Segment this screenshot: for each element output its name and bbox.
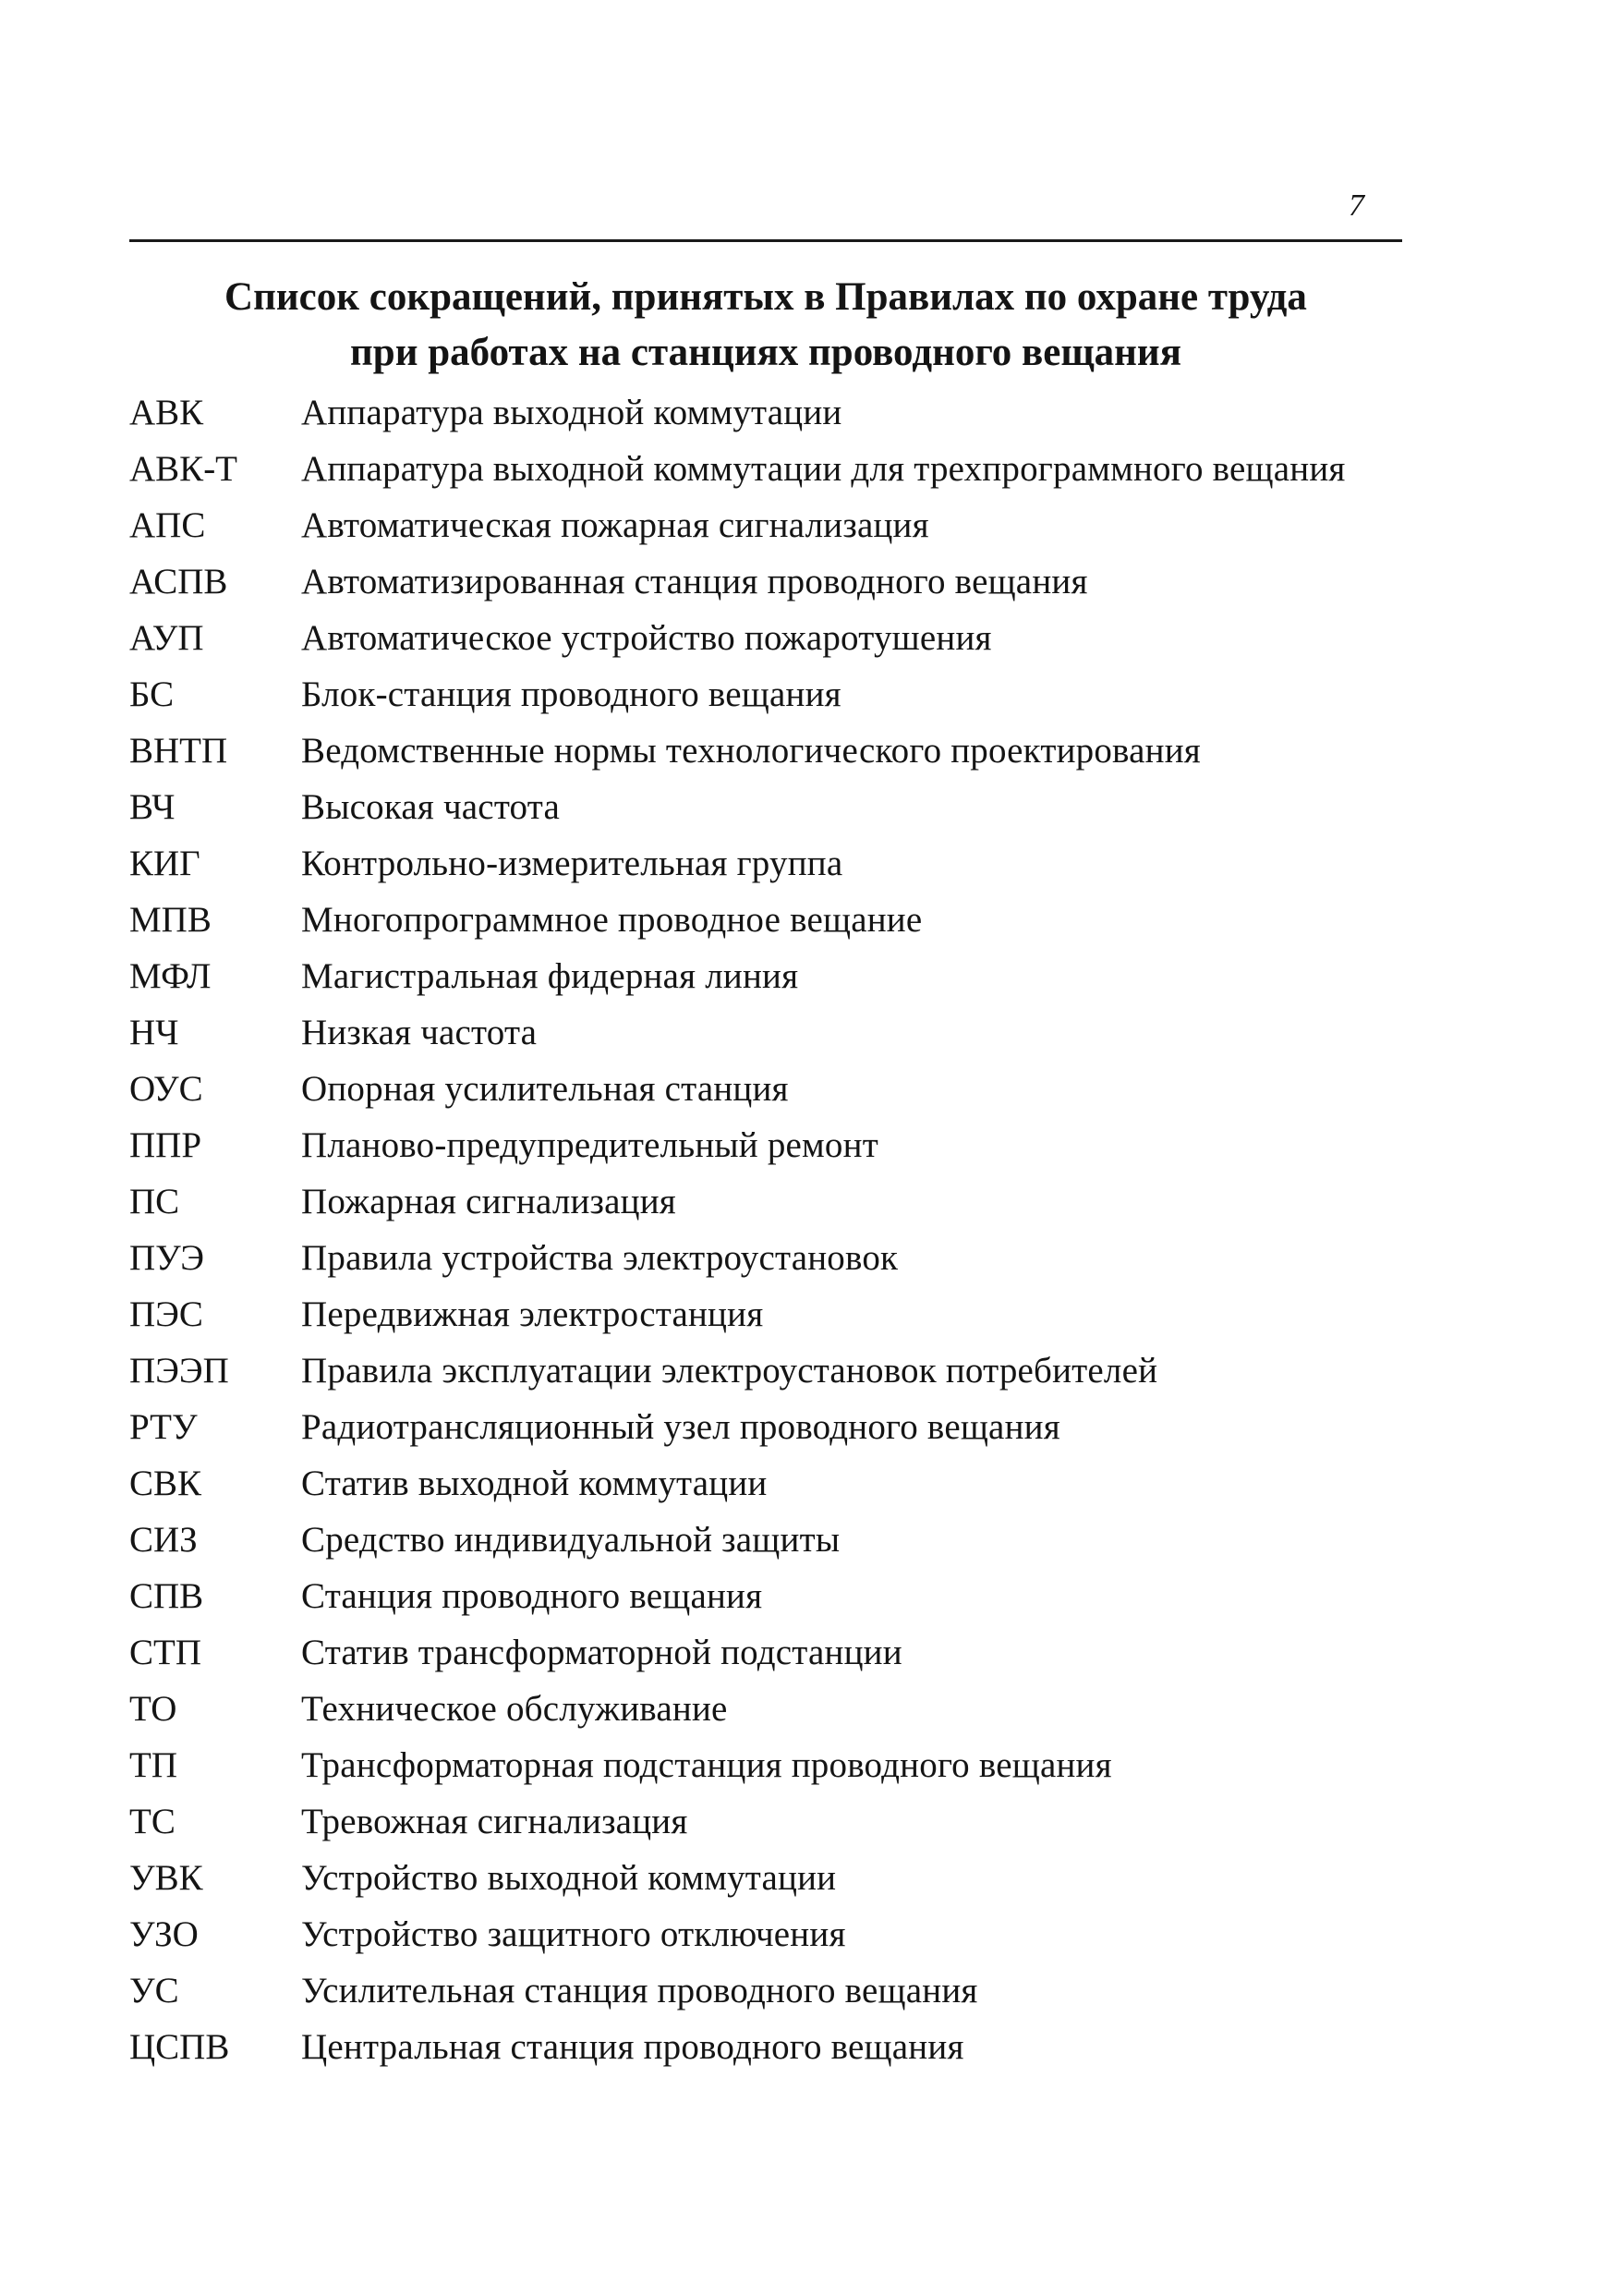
abbreviation-term: АПС	[129, 505, 206, 545]
list-item	[129, 504, 1413, 547]
abbreviation-definition: Устройство защитного отключения	[301, 1914, 846, 1954]
abbreviation-term: ТО	[129, 1689, 177, 1729]
list-item	[129, 392, 1413, 434]
abbreviation-definition: Автоматическое устройство пожаротушения	[301, 618, 992, 658]
abbreviation-list	[129, 392, 1413, 2083]
abbreviation-term: УС	[129, 1971, 179, 2011]
abbreviation-definition: Опорная усилительная станция	[301, 1069, 789, 1109]
abbreviation-definition: Аппаратура выходной коммутации для трехпрограммного вещания	[301, 449, 1346, 489]
abbreviation-definition: Средство индивидуальной защиты	[301, 1520, 841, 1560]
abbreviation-definition: Радиотрансляционный узел проводного вещания	[301, 1407, 1060, 1447]
abbreviation-term: ЦСПВ	[129, 2027, 230, 2067]
abbreviation-definition: Планово-предупредительный ремонт	[301, 1125, 878, 1165]
list-item	[129, 1519, 1413, 1561]
list-item	[129, 955, 1413, 998]
abbreviation-term: ПУЭ	[129, 1238, 205, 1278]
abbreviation-definition: Автоматизированная станция проводного вещания	[301, 562, 1088, 601]
abbreviation-term: СВК	[129, 1464, 202, 1503]
abbreviation-term: МПВ	[129, 900, 212, 940]
abbreviation-term: ВНТП	[129, 731, 228, 771]
abbreviation-term: БС	[129, 674, 175, 714]
list-item	[129, 730, 1413, 772]
abbreviation-term: ОУС	[129, 1069, 203, 1109]
abbreviation-definition: Статив трансформаторной подстанции	[301, 1633, 902, 1672]
abbreviation-definition: Многопрограммное проводное вещание	[301, 900, 923, 940]
abbreviation-definition: Высокая частота	[301, 787, 560, 827]
abbreviation-definition: Аппаратура выходной коммутации	[301, 393, 842, 432]
abbreviation-term: АВК	[129, 393, 204, 432]
title-line-1: Список сокращений, принятых в Правилах по охране труда	[224, 275, 1307, 319]
list-item	[129, 674, 1413, 716]
abbreviation-term: АУП	[129, 618, 204, 658]
list-item	[129, 1294, 1413, 1336]
list-item	[129, 899, 1413, 941]
list-item	[129, 1012, 1413, 1054]
list-item	[129, 1237, 1413, 1280]
list-item	[129, 1970, 1413, 2012]
list-item	[129, 1744, 1413, 1787]
list-item	[129, 1068, 1413, 1111]
list-item	[129, 1688, 1413, 1731]
list-item	[129, 1181, 1413, 1223]
list-item	[129, 1350, 1413, 1392]
abbreviation-term: АСПВ	[129, 562, 228, 601]
list-item	[129, 561, 1413, 603]
abbreviation-term: МФЛ	[129, 956, 212, 996]
list-item	[129, 1463, 1413, 1505]
abbreviation-definition: Техническое обслуживание	[301, 1689, 728, 1729]
abbreviation-definition: Контрольно-измерительная группа	[301, 844, 843, 883]
list-item	[129, 2026, 1413, 2069]
abbreviation-definition: Усилительная станция проводного вещания	[301, 1971, 978, 2011]
abbreviation-term: АВК-Т	[129, 449, 237, 489]
abbreviation-definition: Магистральная фидерная линия	[301, 956, 799, 996]
abbreviation-definition: Статив выходной коммутации	[301, 1464, 768, 1503]
abbreviation-term: СИЗ	[129, 1520, 198, 1560]
list-item	[129, 448, 1413, 491]
abbreviation-term: ППР	[129, 1125, 202, 1165]
page-number: 7	[1349, 188, 1364, 223]
page-title	[129, 270, 1402, 381]
abbreviation-definition: Правила устройства электроустановок	[301, 1238, 899, 1278]
header-rule	[129, 239, 1402, 242]
abbreviation-term: ВЧ	[129, 787, 176, 827]
abbreviation-definition: Низкая частота	[301, 1013, 538, 1052]
abbreviation-term: ПЭС	[129, 1294, 203, 1334]
abbreviation-term: КИГ	[129, 844, 200, 883]
abbreviation-definition: Устройство выходной коммутации	[301, 1858, 837, 1898]
abbreviation-term: РТУ	[129, 1407, 198, 1447]
abbreviation-term: УЗО	[129, 1914, 199, 1954]
list-item	[129, 1857, 1413, 1900]
abbreviation-definition: Ведомственные нормы технологического проектирования	[301, 731, 1201, 771]
list-item	[129, 843, 1413, 885]
abbreviation-definition: Автоматическая пожарная сигнализация	[301, 505, 929, 545]
abbreviation-definition: Тревожная сигнализация	[301, 1802, 688, 1841]
abbreviation-definition: Блок-станция проводного вещания	[301, 674, 841, 714]
abbreviation-term: ПЭЭП	[129, 1351, 229, 1391]
title-line-2: при работах на станциях проводного вещания	[350, 331, 1181, 374]
list-item	[129, 1632, 1413, 1674]
abbreviation-term: ТП	[129, 1745, 177, 1785]
list-item	[129, 617, 1413, 660]
abbreviation-definition: Трансформаторная подстанция проводного вещания	[301, 1745, 1112, 1785]
abbreviation-definition: Центральная станция проводного вещания	[301, 2027, 964, 2067]
list-item	[129, 786, 1413, 829]
abbreviation-definition: Правила эксплуатации электроустановок потребителей	[301, 1351, 1158, 1391]
abbreviation-term: ТС	[129, 1802, 176, 1841]
abbreviation-term: СТП	[129, 1633, 201, 1672]
abbreviation-definition: Передвижная электростанция	[301, 1294, 764, 1334]
list-item	[129, 1801, 1413, 1843]
list-item	[129, 1124, 1413, 1167]
abbreviation-definition: Пожарная сигнализация	[301, 1182, 676, 1221]
list-item	[129, 1575, 1413, 1618]
list-item	[129, 1406, 1413, 1449]
abbreviation-term: НЧ	[129, 1013, 179, 1052]
abbreviation-definition: Станция проводного вещания	[301, 1576, 763, 1616]
abbreviation-term: УВК	[129, 1858, 203, 1898]
list-item	[129, 1913, 1413, 1956]
abbreviation-term: ПС	[129, 1182, 180, 1221]
abbreviation-term: СПВ	[129, 1576, 204, 1616]
